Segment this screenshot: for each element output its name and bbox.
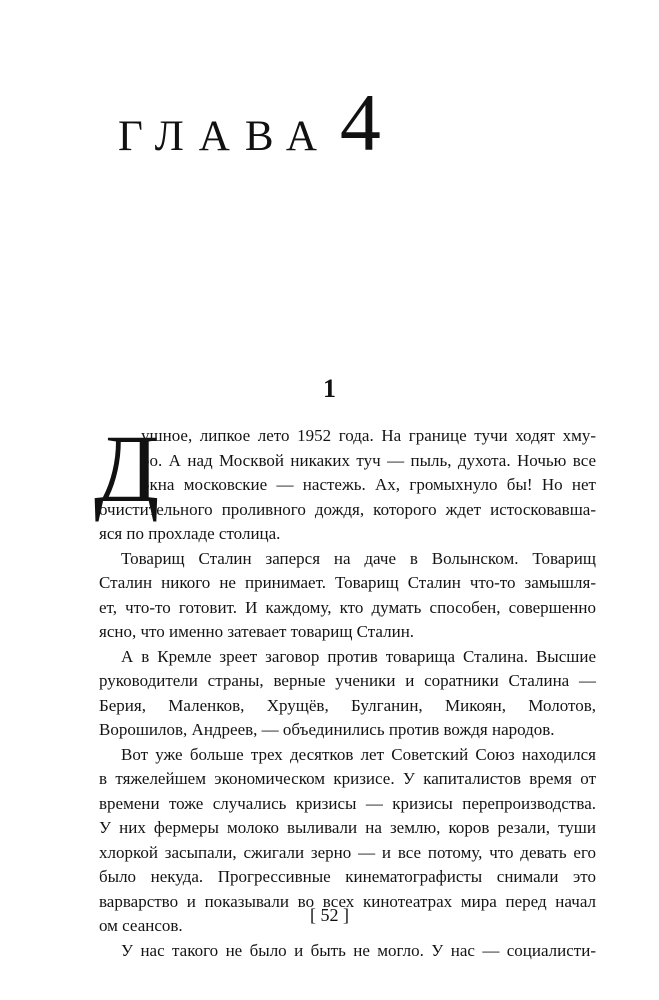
text-line: У них фермеры молоко выливали на землю, коров резали, туши (99, 818, 596, 837)
chapter-heading (118, 77, 381, 168)
text-line: хлоркой засыпали, сжигали зерно — и все потому, что девать его (99, 842, 596, 862)
text-line: Берия, Маленков, Хрущёв, Булганин, Микоян, Молотов, (99, 695, 596, 715)
text-line: У нас такого не было и быть не могло. У нас — социалисти- (121, 940, 596, 960)
text-line: ом сеансов. (99, 916, 183, 935)
text-line: ро. А над Москвой никаких туч — пыль, духота. Ночью все (141, 450, 596, 470)
text-line: ет, что-то готовит. И каждому, кто думать способен, совершенно (99, 597, 596, 617)
text-line: Товарищ Сталин заперся на даче в Волынском. Товарищ (121, 548, 596, 568)
text-line: было некуда. Прогрессивные кинематографисты снимали это (99, 867, 596, 886)
text-line: ясно, что именно затевает товарищ Сталин. (99, 622, 415, 641)
text-line: ушное, липкое лето 1952 года. На границе тучи ходят хму- (141, 426, 596, 445)
chapter-word: ГЛАВА (118, 113, 332, 160)
text-line: окна московские — настежь. Ах, громыхнуло бы! Но нет (141, 475, 596, 494)
text-line: в тяжелейшем экономическом кризисе. У капиталистов время от (99, 769, 596, 788)
drop-cap: Д (94, 415, 160, 522)
text-line: руководители страны, верные ученики и соратники Сталина — (99, 671, 596, 690)
chapter-number: 4 (339, 77, 381, 168)
text-line: варварство и показывали во всех кинотеатрах мира перед начал (99, 891, 596, 911)
page-number: [ 52 ] (310, 905, 349, 925)
text-line: Вот уже больше трех десятков лет Советский Союз находился (121, 744, 596, 764)
text-line: А в Кремле зреет заговор против товарища Сталина. Высшие (121, 646, 596, 666)
text-line: Ворошилов, Андреев, — объединились против вождя народов. (99, 720, 555, 739)
text-line: яся по прохладе столица. (99, 524, 281, 543)
text-line: времени тоже случались кризисы — кризисы перепроизводства. (99, 793, 596, 813)
body-text (99, 424, 596, 963)
section-number: 1 (323, 374, 336, 403)
text-line: очистительного проливного дождя, которого ждет истосковавша- (99, 499, 596, 519)
text-line: Сталин никого не принимает. Товарищ Сталин что-то замышля- (99, 573, 596, 592)
